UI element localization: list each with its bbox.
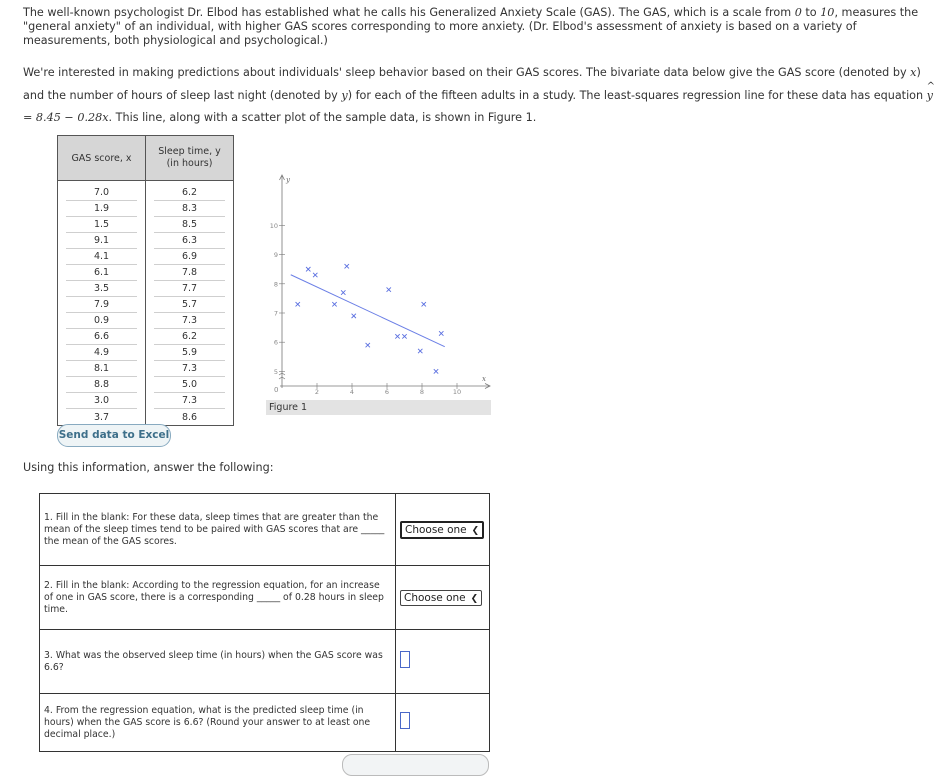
table-row bbox=[58, 377, 234, 393]
bottom-button[interactable] bbox=[342, 754, 489, 776]
data-point bbox=[306, 267, 310, 271]
data-point bbox=[395, 334, 399, 338]
data-point bbox=[313, 273, 317, 277]
gas-score-cell bbox=[58, 329, 146, 345]
x-axis-label: x bbox=[482, 375, 486, 383]
intro-paragraph-1 bbox=[23, 6, 933, 48]
sleep-time-cell bbox=[146, 345, 234, 361]
sleep-time-value: 6.9 bbox=[154, 249, 225, 265]
sleep-time-cell bbox=[146, 377, 234, 393]
sleep-time-value: 7.3 bbox=[154, 313, 225, 329]
answer-2-select-label: Choose one bbox=[404, 591, 466, 604]
intro-paragraph-2 bbox=[23, 62, 935, 130]
sleep-time-value: 5.7 bbox=[154, 297, 225, 313]
sleep-time-value: 7.8 bbox=[154, 265, 225, 281]
sleep-time-cell bbox=[146, 233, 234, 249]
x-tick-label: 2 bbox=[314, 388, 320, 396]
question-2-text: 2. Fill in the blank: According to the regression equation, for an increase of one in GAS score, there is a corresponding _____ of 0.28 hours in sleep time. bbox=[40, 566, 396, 630]
table-row bbox=[58, 345, 234, 361]
y-tick-label: 8 bbox=[273, 280, 278, 289]
p2-text-b: ) and the number of hours of sleep last night (denoted by bbox=[23, 66, 921, 102]
figure-caption bbox=[266, 400, 491, 415]
gas-score-cell bbox=[58, 345, 146, 361]
x-tick-label: 10 bbox=[452, 388, 462, 396]
gas-score-cell bbox=[58, 249, 146, 265]
data-point bbox=[332, 302, 336, 306]
sleep-time-cell bbox=[146, 329, 234, 345]
p2-text-c: ) for each of the fifteen adults in a study. The least-squares regression line for these data has equation bbox=[347, 88, 927, 102]
gas-score-cell bbox=[58, 201, 146, 217]
intro-text-b: , measures the "general anxiety" of an individual, with higher GAS scores corresponding to more anxiety. (Dr. Elbod's assessment of anxiety is based on a variety of measurements, both physiological and psychological.) bbox=[23, 6, 919, 47]
gas-score-cell bbox=[58, 233, 146, 249]
sleep-time-value: 5.0 bbox=[154, 377, 225, 393]
table-row bbox=[58, 329, 234, 345]
gas-score-cell bbox=[58, 393, 146, 409]
table-row bbox=[58, 265, 234, 281]
data-point bbox=[352, 314, 356, 318]
answer-1-select-label: Choose one bbox=[405, 523, 467, 536]
intro-zero: 0 bbox=[794, 6, 802, 19]
sleep-time-cell bbox=[146, 281, 234, 297]
scatter-plot bbox=[266, 166, 496, 398]
data-point bbox=[418, 349, 422, 353]
gas-score-cell bbox=[58, 361, 146, 377]
x-tick-label: 6 bbox=[384, 388, 390, 396]
data-point bbox=[345, 264, 349, 268]
gas-score-cell bbox=[58, 265, 146, 281]
intro-text: The well-known psychologist Dr. Elbod has established what he calls his Generalized Anxiety Scale (GAS). The GAS, which is a scale from bbox=[23, 6, 795, 19]
table-body bbox=[58, 181, 234, 426]
send-to-excel-button[interactable]: Send data to Excel bbox=[57, 424, 171, 447]
header-sleep-time bbox=[146, 136, 234, 181]
sleep-time-cell bbox=[146, 393, 234, 409]
data-point bbox=[434, 369, 438, 373]
sleep-time-cell bbox=[146, 313, 234, 329]
question-row-4 bbox=[40, 694, 490, 752]
sleep-time-value: 8.6 bbox=[181, 411, 198, 423]
gas-score-cell bbox=[58, 297, 146, 313]
chevron-down-icon: ❮ bbox=[470, 593, 479, 604]
x-tick-label: 4 bbox=[349, 388, 355, 396]
gas-score-value: 7.0 bbox=[66, 185, 137, 201]
x-tick-label: 8 bbox=[419, 388, 425, 396]
table-row bbox=[58, 249, 234, 265]
question-1-text: 1. Fill in the blank: For these data, sleep times that are greater than the mean of the sleep times tend to be paired with GAS scores that are _____ the mean of the GAS scores. bbox=[40, 494, 396, 566]
table-row bbox=[58, 361, 234, 377]
data-point bbox=[296, 302, 300, 306]
regression-yhat bbox=[926, 80, 936, 108]
data-point bbox=[387, 287, 391, 291]
sleep-time-cell bbox=[146, 249, 234, 265]
regression-equation: = 8.45 − 0.28x bbox=[23, 111, 109, 124]
table-row bbox=[58, 217, 234, 233]
hat-symbol: ^ bbox=[926, 80, 936, 92]
chevron-down-icon: ❮ bbox=[471, 525, 480, 536]
intro-to: to bbox=[801, 6, 821, 19]
sleep-time-cell bbox=[146, 181, 234, 202]
yhat-letter: y bbox=[926, 88, 933, 102]
gas-score-value: 1.5 bbox=[66, 217, 137, 233]
question-row-1 bbox=[40, 494, 490, 566]
origin-label: 0 bbox=[274, 386, 279, 394]
sleep-time-value: 6.2 bbox=[154, 185, 225, 201]
question-row-2 bbox=[40, 566, 490, 630]
answer-2-select[interactable] bbox=[400, 590, 482, 606]
table-row bbox=[58, 201, 234, 217]
gas-score-value: 6.6 bbox=[66, 329, 137, 345]
sleep-time-value: 6.2 bbox=[154, 329, 225, 345]
data-point bbox=[422, 302, 426, 306]
question-2-answer-cell bbox=[396, 566, 490, 630]
data-point bbox=[366, 343, 370, 347]
data-table bbox=[57, 135, 234, 426]
gas-score-cell bbox=[58, 281, 146, 297]
sleep-time-value: 7.3 bbox=[154, 393, 225, 409]
header-sleep-line2: (in hours) bbox=[166, 158, 213, 169]
answer-3-input[interactable] bbox=[400, 651, 410, 668]
table-row bbox=[58, 233, 234, 249]
gas-score-value: 7.9 bbox=[66, 297, 137, 313]
figure-caption-text: Figure 1 bbox=[269, 402, 308, 413]
question-4-text: 4. From the regression equation, what is the predicted sleep time (in hours) when the GAS score is 6.6? (Round your answer to at least one decimal place.) bbox=[40, 694, 396, 752]
header-sleep-line1: Sleep time, y bbox=[158, 146, 221, 157]
sleep-time-value: 8.5 bbox=[154, 217, 225, 233]
header-gas-score-label: GAS score, x bbox=[71, 152, 132, 164]
gas-score-value: 6.1 bbox=[66, 265, 137, 281]
gas-score-value: 3.0 bbox=[66, 393, 137, 409]
sleep-time-value: 7.7 bbox=[154, 281, 225, 297]
sleep-time-cell bbox=[146, 297, 234, 313]
regression-line bbox=[291, 275, 445, 347]
answer-4-input[interactable] bbox=[400, 712, 410, 729]
instructions: Using this information, answer the following: bbox=[23, 461, 274, 474]
answer-1-select[interactable] bbox=[400, 521, 484, 539]
y-tick-label: 10 bbox=[269, 221, 278, 230]
data-point bbox=[439, 331, 443, 335]
data-point bbox=[402, 334, 406, 338]
question-1-answer-cell bbox=[396, 494, 490, 566]
gas-score-value: 1.9 bbox=[66, 201, 137, 217]
p2-text-d: . This line, along with a scatter plot of the sample data, is shown in Figure 1. bbox=[108, 111, 537, 124]
data-point bbox=[341, 290, 345, 294]
gas-score-value: 4.9 bbox=[66, 345, 137, 361]
gas-score-value: 4.1 bbox=[66, 249, 137, 265]
table-row bbox=[58, 393, 234, 409]
gas-score-value: 3.5 bbox=[66, 281, 137, 297]
y-axis-label: y bbox=[286, 176, 290, 184]
sleep-time-value: 5.9 bbox=[154, 345, 225, 361]
gas-score-cell bbox=[58, 217, 146, 233]
y-tick-label: 7 bbox=[273, 309, 278, 318]
question-3-answer-cell bbox=[396, 630, 490, 694]
gas-score-value: 9.1 bbox=[66, 233, 137, 249]
intro-ten: 10 bbox=[820, 6, 835, 19]
gas-score-cell bbox=[58, 313, 146, 329]
p2-x-var: x bbox=[910, 66, 917, 79]
y-tick-label: 5 bbox=[273, 367, 278, 376]
gas-score-value: 8.8 bbox=[66, 377, 137, 393]
sleep-time-value: 6.3 bbox=[154, 233, 225, 249]
gas-score-cell bbox=[58, 181, 146, 202]
sleep-time-cell bbox=[146, 265, 234, 281]
question-4-answer-cell bbox=[396, 694, 490, 752]
sleep-time-cell bbox=[146, 201, 234, 217]
sleep-time-cell bbox=[146, 217, 234, 233]
y-tick-label: 9 bbox=[273, 251, 278, 260]
gas-score-value: 0.9 bbox=[66, 313, 137, 329]
sleep-time-value: 8.3 bbox=[154, 201, 225, 217]
p2-text-a: We're interested in making predictions about individuals' sleep behavior based on their GAS scores. The bivariate data below give the GAS score (denoted by bbox=[23, 66, 911, 79]
p2-y-var: y bbox=[341, 88, 348, 102]
table-row bbox=[58, 181, 234, 202]
question-3-text: 3. What was the observed sleep time (in hours) when the GAS score was 6.6? bbox=[40, 630, 396, 694]
question-row-3 bbox=[40, 630, 490, 694]
header-gas-score bbox=[58, 136, 146, 181]
table-row bbox=[58, 281, 234, 297]
sleep-time-cell bbox=[146, 361, 234, 377]
sleep-time-value: 7.3 bbox=[154, 361, 225, 377]
table-row bbox=[58, 297, 234, 313]
gas-score-value: 3.7 bbox=[93, 411, 110, 423]
questions-table bbox=[39, 493, 490, 752]
gas-score-value: 8.1 bbox=[66, 361, 137, 377]
gas-score-cell bbox=[58, 377, 146, 393]
y-tick-label: 6 bbox=[273, 338, 278, 347]
table-row bbox=[58, 313, 234, 329]
